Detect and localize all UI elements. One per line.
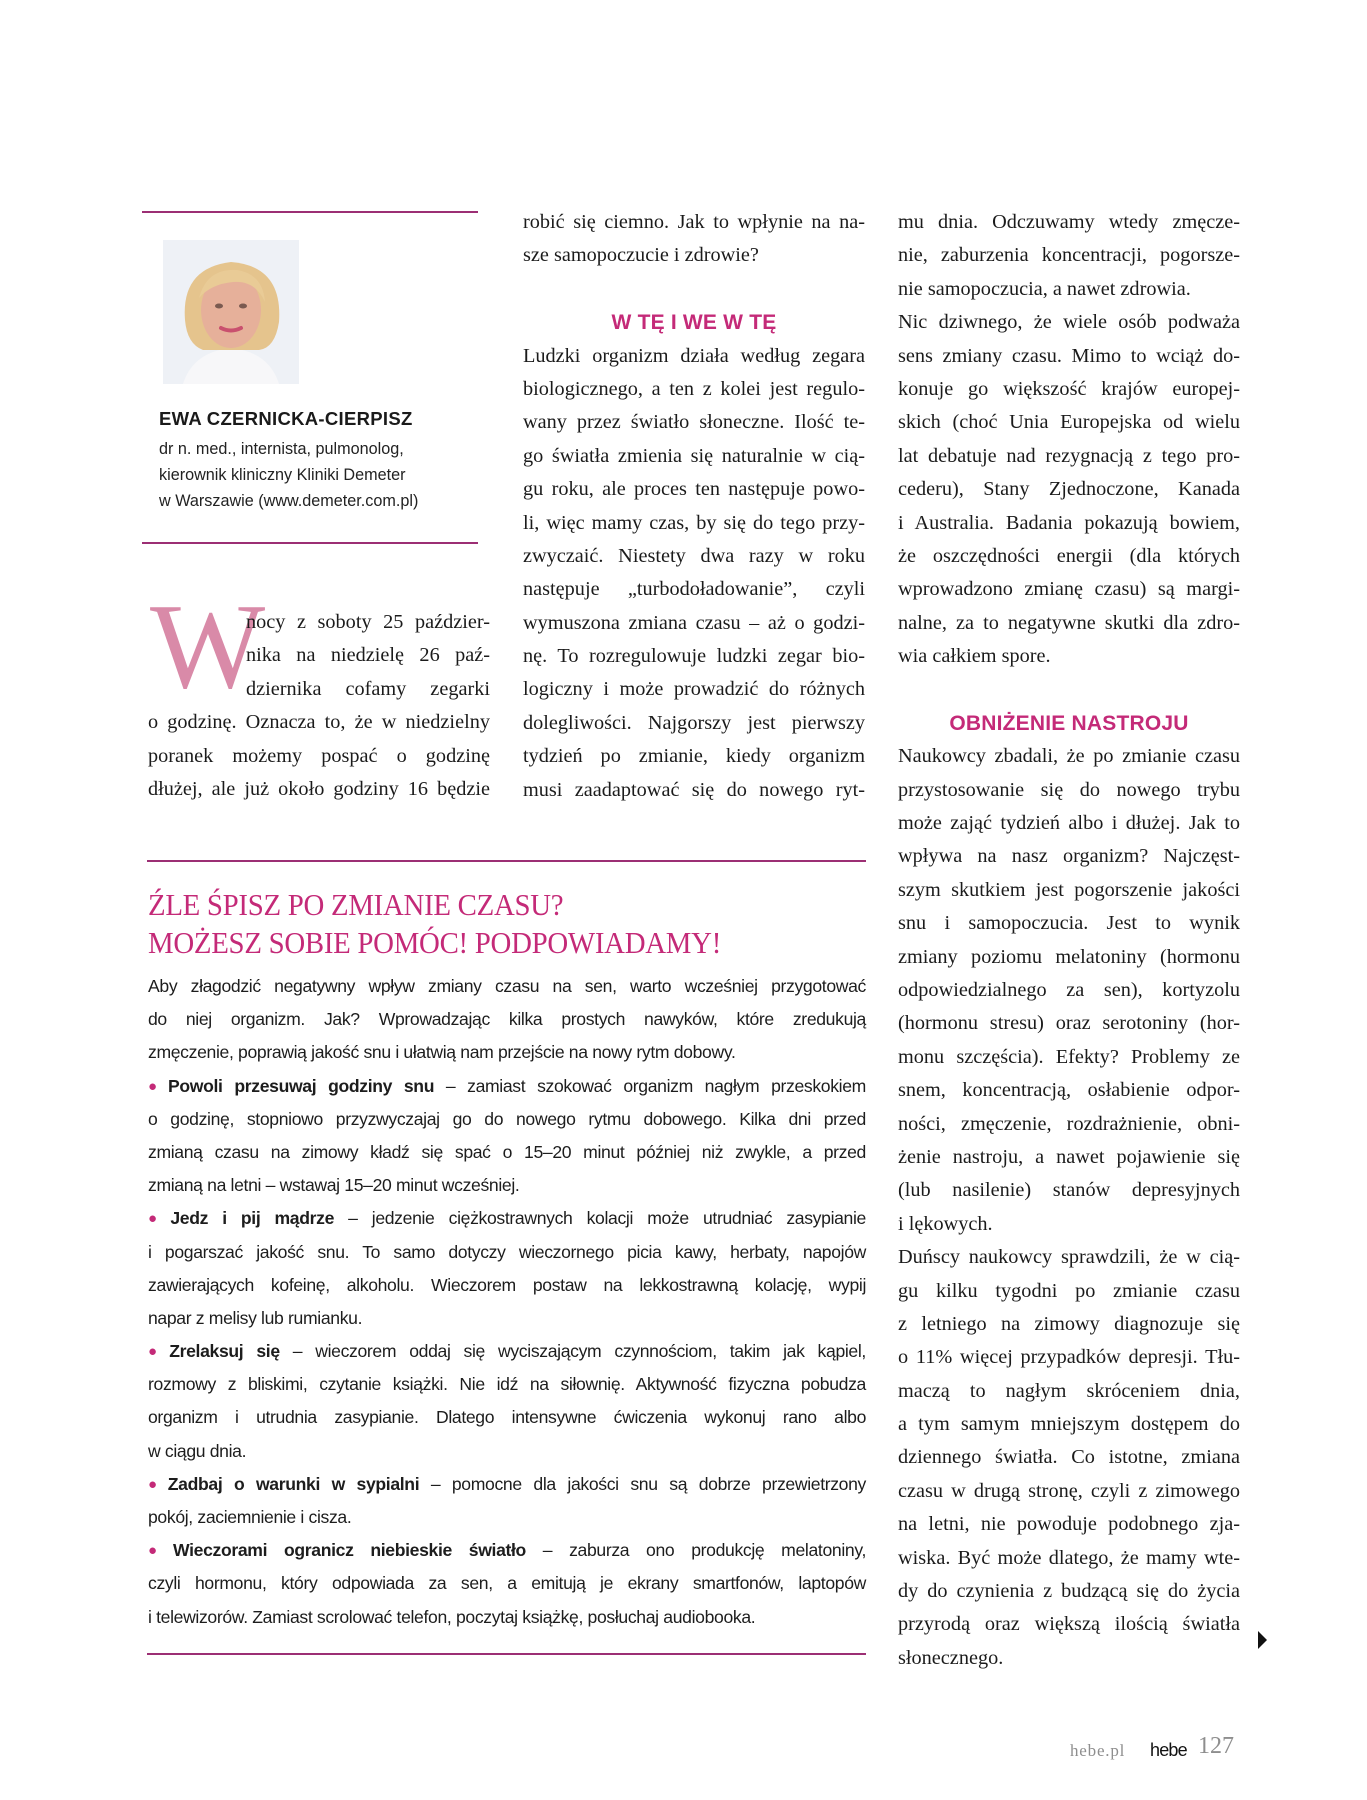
text-line: wia całkiem spore. bbox=[898, 645, 1051, 668]
tip-text: – zaburza ono produkcję melatoniny, bbox=[525, 1540, 866, 1561]
spacer bbox=[898, 673, 1240, 706]
drop-cap: W bbox=[150, 579, 266, 714]
spacer bbox=[523, 273, 865, 306]
text-line: tydzień po zmianie, kiedy organizm bbox=[523, 745, 865, 768]
text-line: logiczny i może prowadzić do różnych bbox=[523, 678, 865, 701]
text-line: (hormonu stresu) oraz serotoniny (hor- bbox=[898, 1012, 1240, 1035]
text-line: skich (choć Unia Europejska od wielu bbox=[898, 411, 1240, 434]
text-line: (lub nasilenie) stanów depresyjnych bbox=[898, 1179, 1240, 1202]
author-name: EWA CZERNICKA-CIERPISZ bbox=[159, 408, 413, 429]
text-line: przyrodą oraz większą ilością światła bbox=[898, 1613, 1240, 1636]
text-line: szym skutkiem jest pogorszenie jakości bbox=[898, 878, 1240, 901]
text-line: snem, koncentracją, osłabienie odpor- bbox=[898, 1079, 1240, 1102]
tips-box-top-rule bbox=[147, 860, 866, 862]
tip-item-2 bbox=[148, 1202, 866, 1235]
page-number: 127 bbox=[1198, 1733, 1234, 1759]
text-line: monu szczęścia). Efekty? Problemy ze bbox=[898, 1045, 1240, 1068]
right-column bbox=[898, 206, 1240, 1675]
tip-title: Zadbaj o warunki w sypialni bbox=[167, 1473, 420, 1494]
section-heading-w-te-i-we-w-te: W TĘ I WE W TĘ bbox=[611, 311, 777, 335]
text-line: go światła zmienia się naturalnie w cią- bbox=[523, 444, 865, 467]
footer-site-url: hebe.pl bbox=[1070, 1741, 1126, 1760]
text-line: słonecznego. bbox=[898, 1646, 1004, 1669]
text-line: i telewizorów. Zamiast scrolować telefon, poczytaj książkę, posłuchaj audiobooka. bbox=[148, 1606, 756, 1627]
text-line: nika na niedzielę 26 paź- bbox=[246, 644, 490, 667]
text-line: może zająć tydzień albo i dłużej. Jak to bbox=[898, 812, 1240, 835]
tip-title: Jedz i pij mądrze bbox=[170, 1208, 335, 1229]
text-line: nie samopoczucia, a nawet zdrowia. bbox=[898, 277, 1191, 300]
tip-text: – jedzenie ciężkostrawnych kolacji może utrudniać zasypianie bbox=[334, 1208, 866, 1229]
tips-box-bottom-rule bbox=[147, 1653, 866, 1655]
text-line: zmianą czasu na zimowy kładź się spać o 15–20 minut później niż zwykle, a przed bbox=[148, 1141, 866, 1162]
section-heading-obnizenie-nastroju: OBNIŻENIE NASTROJU bbox=[949, 711, 1189, 735]
tip-text: – wieczorem oddaj się wyciszającym czynnościom, takim jak kąpiel, bbox=[279, 1341, 866, 1362]
text-line: dziennego światła. Co istotne, zmiana bbox=[898, 1446, 1240, 1469]
text-line: sze samopoczucie i zdrowie? bbox=[523, 244, 759, 267]
author-description-line: kierownik kliniczny Kliniki Demeter bbox=[159, 466, 406, 484]
text-line: rozmowy z bliskimi, czytanie książki. Nie idź na siłownię. Aktywność fizyczna pobudza bbox=[148, 1374, 866, 1395]
text-line: Duńscy naukowcy sprawdzili, że w cią- bbox=[898, 1246, 1240, 1269]
text-line: ności, zmęczenie, rozdrażnienie, obni- bbox=[898, 1112, 1240, 1135]
text-line: musi zaadaptować się do nowego ryt- bbox=[523, 778, 865, 801]
text-line: dy do czynienia z budzącą się do życia bbox=[898, 1580, 1240, 1603]
text-line: z letniego na zimowy diagnozuje się bbox=[898, 1312, 1240, 1335]
text-line: a tym samym mniejszym dostępem do bbox=[898, 1413, 1240, 1436]
tips-box-body bbox=[148, 970, 866, 1634]
footer-brand-logo: hebe bbox=[1150, 1740, 1187, 1760]
text-line: o godzinę, stopniowo przyzwyczajaj go do nowego rytmu dobowego. Kilka dni przed bbox=[148, 1108, 866, 1129]
middle-column bbox=[523, 206, 865, 807]
tip-title: Wieczorami ogranicz niebieskie światło bbox=[173, 1540, 526, 1561]
text-line: nalne, za to negatywne skutki dla zdro- bbox=[898, 611, 1240, 634]
text-line: że oszczędności energii (dla których bbox=[898, 544, 1240, 567]
author-description-line: w Warszawie (www.demeter.com.pl) bbox=[159, 492, 419, 510]
text-line: i Australia. Badania pokazują bowiem, bbox=[898, 511, 1240, 534]
text-line: konuje go większość krajów europej- bbox=[898, 377, 1240, 400]
text-line: gu kilku tygodni po zmianie czasu bbox=[898, 1279, 1240, 1302]
text-line: Nic dziwnego, że wiele osób podważa bbox=[898, 311, 1240, 334]
text-line: nę. To rozregulowuje ludzki zegar bio- bbox=[523, 645, 865, 668]
text-line: poranek możemy pospać o godzinę bbox=[148, 744, 490, 767]
author-description bbox=[159, 436, 479, 514]
text-line: biologicznego, a ten z kolei jest regulo- bbox=[523, 377, 865, 400]
author-description-line: dr n. med., internista, pulmonolog, bbox=[159, 440, 404, 458]
text-line: Ludzki organizm działa według zegara bbox=[523, 344, 865, 367]
text-line: mu dnia. Odczuwamy wtedy zmęcze- bbox=[898, 211, 1240, 233]
author-box-top-rule bbox=[142, 211, 478, 213]
tips-box-title bbox=[148, 886, 721, 962]
tips-box-title-line: MOŻESZ SOBIE POMÓC! PODPOWIADAMY! bbox=[148, 925, 722, 960]
text-line: snu i samopoczucia. Jest to wynik bbox=[898, 912, 1240, 935]
author-portrait-icon bbox=[163, 240, 299, 384]
text-line: zawierających kofeinę, alkoholu. Wieczorem postaw na lekkostrawną kolację, wypij bbox=[148, 1274, 866, 1295]
bullet-icon: ● bbox=[148, 1077, 164, 1095]
author-box-bottom-rule bbox=[142, 542, 478, 544]
text-line: żenie nastroju, a nawet pojawienie się bbox=[898, 1145, 1240, 1168]
text-line: napar z melisy lub rumianku. bbox=[148, 1307, 363, 1328]
text-line: wymuszona zmiana czasu – aż o godzi- bbox=[523, 611, 865, 634]
bullet-icon: ● bbox=[148, 1343, 166, 1361]
text-line: organizm i utrudnia zasypianie. Dlatego intensywne ćwiczenia wykonuj rano albo bbox=[148, 1407, 866, 1428]
bullet-icon: ● bbox=[148, 1475, 164, 1493]
bullet-icon: ● bbox=[148, 1210, 167, 1228]
text-line: nie, zaburzenia koncentracji, pogorsze- bbox=[898, 244, 1240, 267]
text-line: maczą to nagłym skróceniem dnia, bbox=[898, 1379, 1240, 1402]
text-line: wiska. Być może dlatego, że mamy wte- bbox=[898, 1546, 1240, 1569]
bullet-icon: ● bbox=[148, 1542, 170, 1560]
text-line: sens zmiany czasu. Mimo to wciąż do- bbox=[898, 344, 1240, 367]
text-line: dłużej, ale już około godziny 16 będzie bbox=[148, 777, 490, 800]
tip-text: – zamiast szokować organizm nagłym przeskokiem bbox=[434, 1075, 866, 1096]
text-line: zmianą na letni – wstawaj 15–20 minut wcześniej. bbox=[148, 1175, 520, 1196]
tip-item-4 bbox=[148, 1468, 866, 1501]
text-line: zwyczaić. Niestety dwa razy w roku bbox=[523, 544, 865, 567]
text-line: o godzinę. Oznacza to, że w niedzielny bbox=[148, 711, 490, 734]
text-line: cederu), Stany Zjednoczone, Kanada bbox=[898, 478, 1240, 501]
text-line: następuje „turbodoładowanie”, czyli bbox=[523, 578, 865, 601]
tip-title: Zrelaksuj się bbox=[169, 1341, 280, 1362]
text-line: Naukowcy zbadali, że po zmianie czasu bbox=[898, 745, 1240, 768]
text-line: wany przez światło słoneczne. Ilość te- bbox=[523, 411, 865, 434]
tip-item-5 bbox=[148, 1534, 866, 1567]
text-line: i pogarszać jakość snu. To samo dotyczy wieczornego picia kawy, herbaty, napojów bbox=[148, 1241, 866, 1262]
text-line: nocy z soboty 25 paździer- bbox=[246, 611, 490, 633]
tip-title: Powoli przesuwaj godziny snu bbox=[167, 1075, 435, 1096]
text-line: wpływa na nasz organizm? Najczęst- bbox=[898, 845, 1240, 868]
tip-text: – pomocne dla jakości snu są dobrze przewietrzony bbox=[419, 1473, 867, 1494]
text-line: zmiany poziomu melatoniny (hormonu bbox=[898, 945, 1240, 968]
text-line: zmęczenie, poprawią jakość snu i ułatwią nam przejście na nowy rytm dobowy. bbox=[148, 1042, 736, 1063]
text-line: i lękowych. bbox=[898, 1212, 993, 1235]
tip-item-3 bbox=[148, 1335, 866, 1368]
text-line: na letni, nie powoduje podobnego zja- bbox=[898, 1513, 1240, 1536]
text-line: do niej organizm. Jak? Wprowadzając kilka prostych nawyków, które zredukują bbox=[148, 1009, 866, 1030]
text-line: li, więc mamy czas, by się do tego przy- bbox=[523, 511, 865, 534]
intro-paragraph bbox=[148, 606, 490, 806]
text-line: dziernika cofamy zegarki bbox=[246, 677, 490, 700]
text-line: czyli hormonu, który odpowiada za sen, a emitują je ekrany smartfonów, laptopów bbox=[148, 1573, 866, 1594]
text-line: przystosowanie się do nowego trybu bbox=[898, 778, 1240, 801]
text-line: w ciągu dnia. bbox=[148, 1440, 247, 1461]
text-line: o 11% więcej przypadków depresji. Tłu- bbox=[898, 1346, 1240, 1369]
tips-box-title-line: ŹLE ŚPISZ PO ZMIANIE CZASU? bbox=[148, 887, 564, 922]
text-line: pokój, zaciemnienie i cisza. bbox=[148, 1507, 352, 1527]
text-line: Aby złagodzić negatywny wpływ zmiany czasu na sen, warto wcześniej przygotować bbox=[148, 976, 866, 996]
tip-item-1 bbox=[148, 1070, 866, 1103]
text-line: lat debatuje nad rezygnacją z tego pro- bbox=[898, 444, 1240, 467]
text-line: wprowadzono zmianę czasu) są margi- bbox=[898, 578, 1240, 601]
text-line: odpowiedzialnego za sen), kortyzolu bbox=[898, 978, 1240, 1001]
text-line: czasu w drugą stronę, czyli z zimowego bbox=[898, 1479, 1240, 1502]
triangle-right-icon bbox=[1258, 1631, 1267, 1649]
text-line: gu roku, ale proces ten następuje powo- bbox=[523, 478, 865, 501]
author-photo bbox=[163, 240, 299, 384]
text-line: dolegliwości. Najgorszy jest pierwszy bbox=[523, 711, 865, 734]
text-line: robić się ciemno. Jak to wpłynie na na- bbox=[523, 211, 865, 233]
